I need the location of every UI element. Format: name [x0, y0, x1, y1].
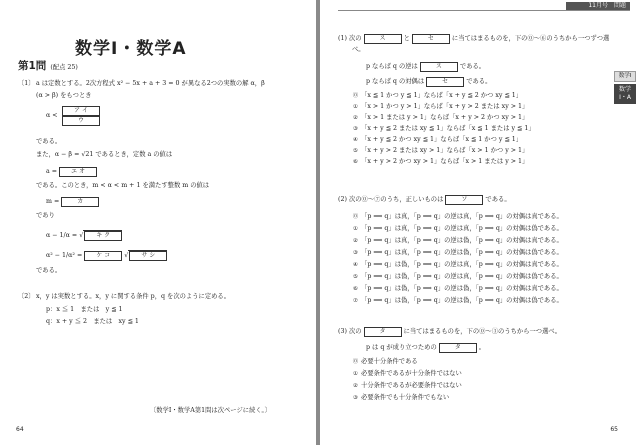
eq2	[46, 250, 167, 261]
s3-option-1	[352, 370, 462, 378]
section-title-text: 第1問	[18, 60, 47, 72]
option-text: 「p ⟹ q」は真，「p ⟹ q」の逆は偽，「p ⟹ q」の対偶は真である。	[361, 237, 563, 244]
page-number-left: 64	[16, 426, 24, 433]
subject-tab-line2: Ⅰ・A	[619, 94, 631, 101]
option-text: 「x + y ≦ 2 または xy ≦ 1」ならば「x ≦ 1 または y ≦ 1」	[361, 125, 535, 132]
header-rule	[338, 10, 630, 11]
s2-option-4	[352, 261, 563, 269]
option-text: 「x + y > 2 または xy > 1」ならば「x > 1 かつ y > 1」	[361, 147, 529, 154]
option-mark: ⑥	[353, 286, 358, 292]
option-mark: ④	[353, 262, 358, 268]
option-text: 「p ⟹ q」は真，「p ⟹ q」の逆は偽，「p ⟹ q」の対偶は偽である。	[361, 249, 563, 256]
q1-line1: a は定数とする。2次方程式 x² − 5x + a + 3 = 0 が異なる2つの実数の解 α，β	[36, 80, 265, 87]
subject-tab-line1: 数学	[618, 86, 631, 93]
s2-option-2	[352, 237, 563, 245]
m-label: m =	[46, 198, 60, 205]
option-mark: ①	[353, 226, 358, 232]
option-mark: ③	[353, 395, 358, 401]
s1-option-2	[352, 114, 528, 122]
option-mark: ⑥	[353, 159, 358, 165]
option-text: 「x > 1 かつ y > 1」ならば「x + y > 2 または xy > 1」	[361, 103, 529, 110]
option-mark: ⑤	[353, 148, 358, 154]
answer-box-ai: ア イ	[62, 106, 100, 116]
option-text: 必要条件でも十分条件でもない	[361, 394, 450, 401]
q1-line3: である。	[36, 138, 62, 145]
section-points: (配点 25)	[50, 64, 78, 71]
subject-tab	[614, 71, 636, 104]
s1-number: (1)	[338, 35, 347, 42]
s3-option-2	[352, 382, 462, 390]
option-text: 「p ⟹ q」は偽，「p ⟹ q」の逆は偽，「p ⟹ q」の対偶は偽である。	[361, 297, 563, 304]
option-mark: ⑦	[353, 298, 358, 304]
option-mark: ②	[353, 115, 358, 121]
subject-tab-current	[614, 84, 636, 104]
s2-intro-a: 次の⓪〜⑦のうち，正しいものは	[348, 196, 444, 203]
option-text: 「x > 1 または y > 1」ならば「x + y > 2 かつ xy > 1」	[361, 114, 529, 121]
answer-box-eo: エ オ	[59, 167, 97, 177]
page-number-right: 65	[610, 426, 618, 433]
option-mark: ③	[353, 250, 358, 256]
s3-number: (3)	[338, 328, 347, 335]
answer-box-ka: カ	[61, 197, 99, 207]
s1-option-5	[352, 147, 528, 155]
option-mark: ④	[353, 137, 358, 143]
s3-option-3	[352, 394, 449, 402]
s1-intro-c: に当てはまるものを，下の⓪〜⑥のうちから一つずつ選	[451, 35, 610, 42]
sqrt-symbol: √	[79, 232, 84, 239]
option-text: 「p ⟹ q」は真，「p ⟹ q」の逆は真，「p ⟹ q」の対偶は偽である。	[361, 225, 563, 232]
s1-option-4	[352, 136, 522, 144]
option-text: 十分条件であるが必要条件ではない	[361, 382, 462, 389]
s1-intro-d: べ。	[352, 46, 365, 53]
q1-number: 〔1〕	[18, 80, 35, 87]
answer-box-su-2: ス	[420, 62, 458, 72]
s1-option-6	[352, 158, 528, 166]
answer-box-keko: ケ コ	[84, 251, 122, 261]
answer-box-ta: タ	[364, 327, 402, 337]
s2-intro-b: である。	[485, 196, 511, 203]
q1-line4: また，α − β = √21 であるとき，定数 a の値は	[36, 151, 173, 158]
option-text: 「p ⟹ q」は偽，「p ⟹ q」の逆は真，「p ⟹ q」の対偶は真である。	[361, 261, 563, 268]
answer-box-su: ス	[364, 34, 402, 44]
s1-option-0	[352, 92, 522, 100]
s2-option-6	[352, 285, 563, 293]
condition-p: p：x ≦ 1 または y ≦ 1	[46, 306, 123, 313]
option-text: 必要条件であるが十分条件ではない	[361, 370, 462, 377]
answer-box-se: セ	[412, 34, 450, 44]
eq1	[46, 230, 122, 241]
s1-option-1	[352, 103, 528, 111]
s3-option-0	[352, 358, 418, 366]
option-mark: ⓪	[352, 93, 359, 99]
s2-number: (2)	[338, 196, 347, 203]
q2-line1: x，y は実数とする。x，y に関する条件 p，q を次のように定める。	[36, 293, 231, 300]
s2-option-1	[352, 225, 563, 233]
option-text: 必要十分条件である	[361, 358, 418, 365]
s2-option-7	[352, 297, 563, 305]
option-text: 「x + y ≦ 2 かつ xy ≦ 1」ならば「x ≦ 1 かつ y ≦ 1」	[361, 136, 523, 143]
option-mark: ⓪	[352, 214, 359, 220]
q1-line6: であり	[36, 212, 55, 219]
option-mark: ①	[353, 371, 358, 377]
s3-l1-b: 。	[478, 344, 486, 351]
q1-line7: である。	[36, 267, 62, 274]
s1-l2-a: p ならば q の対偶は	[366, 78, 425, 85]
answer-box-sashi: サ シ	[129, 251, 167, 261]
m-equation	[46, 197, 99, 207]
q2-number: 〔2〕	[18, 293, 35, 300]
answer-box-u: ウ	[62, 116, 100, 126]
a-equation	[46, 167, 97, 177]
right-page	[320, 0, 636, 445]
s3-line1	[366, 343, 485, 353]
option-mark: ⑤	[353, 274, 358, 280]
option-text: 「p ⟹ q」は偽，「p ⟹ q」の逆は真，「p ⟹ q」の対偶は偽である。	[361, 273, 563, 280]
s3-l1-a: p は q が成り立つための	[366, 344, 437, 351]
option-text: 「p ⟹ q」は偽，「p ⟹ q」の逆は偽，「p ⟹ q」の対偶は真である。	[361, 285, 563, 292]
option-mark: ⓪	[352, 359, 359, 365]
s1-line1	[366, 62, 485, 72]
option-mark: ③	[353, 126, 358, 132]
eq1-label: α − 1/α =	[46, 232, 78, 239]
alpha-inequality-label: α <	[46, 112, 58, 119]
q1-line2: (α > β) をもつとき	[36, 92, 92, 99]
s1-option-3	[352, 125, 535, 133]
s2-intro	[338, 195, 511, 205]
q1-line5: である。このとき，m < α < m + 1 を満たす整数 m の値は	[36, 182, 210, 189]
s1-intro	[338, 34, 609, 44]
s2-option-3	[352, 249, 563, 257]
answer-box-so: ソ	[445, 195, 483, 205]
answer-box-se-2: セ	[426, 77, 464, 87]
s2-option-0	[352, 213, 563, 221]
sqrt-symbol: √	[124, 252, 129, 259]
s1-line2	[366, 77, 491, 87]
answer-box-ta-2: タ	[439, 343, 477, 353]
s1-l1-b: である。	[459, 63, 486, 70]
alpha-fraction	[62, 105, 100, 126]
option-text: 「x ≦ 1 かつ y ≦ 1」ならば「x + y ≦ 2 かつ xy ≦ 1」	[361, 92, 523, 99]
option-text: 「p ⟹ q」は真，「p ⟹ q」の逆は真，「p ⟹ q」の対偶は真である。	[361, 213, 563, 220]
subject-tab-small: 数学Ⅰ	[614, 71, 636, 82]
left-page	[0, 0, 316, 445]
eq2-label: α² − 1/α² =	[46, 252, 83, 259]
condition-q: q：x + y ≦ 2 または xy ≦ 1	[46, 318, 139, 325]
issue-header: 11月号 問題	[566, 2, 630, 10]
s3-intro-b: に当てはまるものを，下の⓪〜③のうちから一つ選べ。	[403, 328, 561, 335]
s2-option-5	[352, 273, 563, 281]
s1-l2-b: である。	[466, 78, 492, 85]
page-title: 数学Ⅰ・数学A	[75, 39, 187, 59]
s3-intro-a: 次の	[348, 328, 362, 335]
s1-l1-a: p ならば q の逆は	[366, 63, 418, 70]
option-text: 「x + y > 2 かつ xy > 1」ならば「x > 1 または y > 1」	[361, 158, 529, 165]
answer-box-kiku: キ ク	[84, 231, 122, 241]
s1-intro-b: と	[403, 35, 410, 42]
s1-intro-a: 次の	[348, 35, 362, 42]
section-title	[18, 58, 78, 73]
a-label: a =	[46, 168, 58, 175]
continued-note: 〔数学Ⅰ・数学A第1問は次ページに続く。〕	[150, 407, 271, 414]
option-mark: ②	[353, 383, 358, 389]
option-mark: ②	[353, 238, 358, 244]
option-mark: ①	[353, 104, 358, 110]
s3-intro	[338, 327, 561, 337]
